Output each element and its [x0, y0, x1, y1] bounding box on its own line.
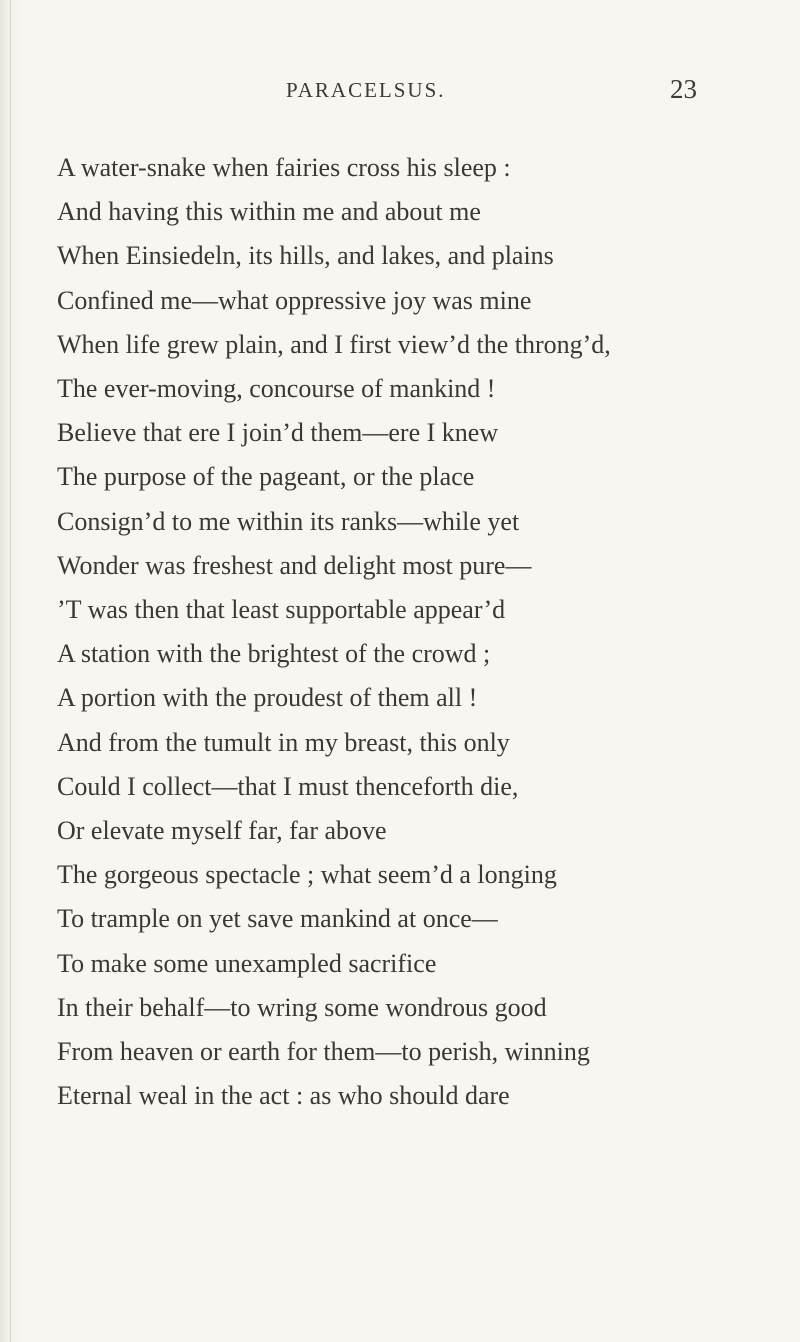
verse-line: The purpose of the pageant, or the place [57, 462, 475, 492]
verse-line: A water-snake when fairies cross his sleep : [57, 153, 511, 182]
verse-line: Confined me—what oppressive joy was mine [57, 285, 532, 315]
verse-line: To make some unexampled sacrifice [57, 948, 437, 978]
verse-line: Wonder was freshest and delight most pure— [57, 550, 532, 580]
verse-line: And from the tumult in my breast, this only [57, 727, 510, 757]
verse-line: Eternal weal in the act : as who should dare [57, 1081, 510, 1111]
verse-line: Consign’d to me within its ranks—while yet [57, 506, 520, 536]
verse-line: To trample on yet save mankind at once— [57, 904, 498, 934]
verse-line: When life grew plain, and I first view’d the throng’d, [57, 329, 611, 359]
verse-line: The gorgeous spectacle ; what seem’d a longing [57, 860, 557, 890]
page-number: 23 [670, 74, 697, 104]
verse-line: Or elevate myself far, far above [57, 816, 387, 846]
verse-line: The ever-moving, concourse of mankind ! [57, 374, 496, 404]
verse-line: Believe that ere I join’d them—ere I knew [57, 418, 499, 448]
verse-line: ’T was then that least supportable appear’d [57, 595, 506, 625]
verse-line: Could I collect—that I must thenceforth die, [57, 771, 519, 801]
verse-line: And having this within me and about me [57, 197, 481, 227]
verse-line: When Einsiedeln, its hills, and lakes, and plains [57, 241, 554, 271]
verse-line: In their behalf—to wring some wondrous good [57, 992, 547, 1022]
verse-line: A portion with the proudest of them all ! [57, 683, 478, 713]
verse-line: A station with the brightest of the crowd ; [57, 639, 491, 669]
verse-line: From heaven or earth for them—to perish, winning [57, 1037, 590, 1067]
poem-text [57, 146, 787, 1118]
binding-gutter [10, 0, 11, 1342]
running-title: PARACELSUS. [286, 78, 446, 102]
